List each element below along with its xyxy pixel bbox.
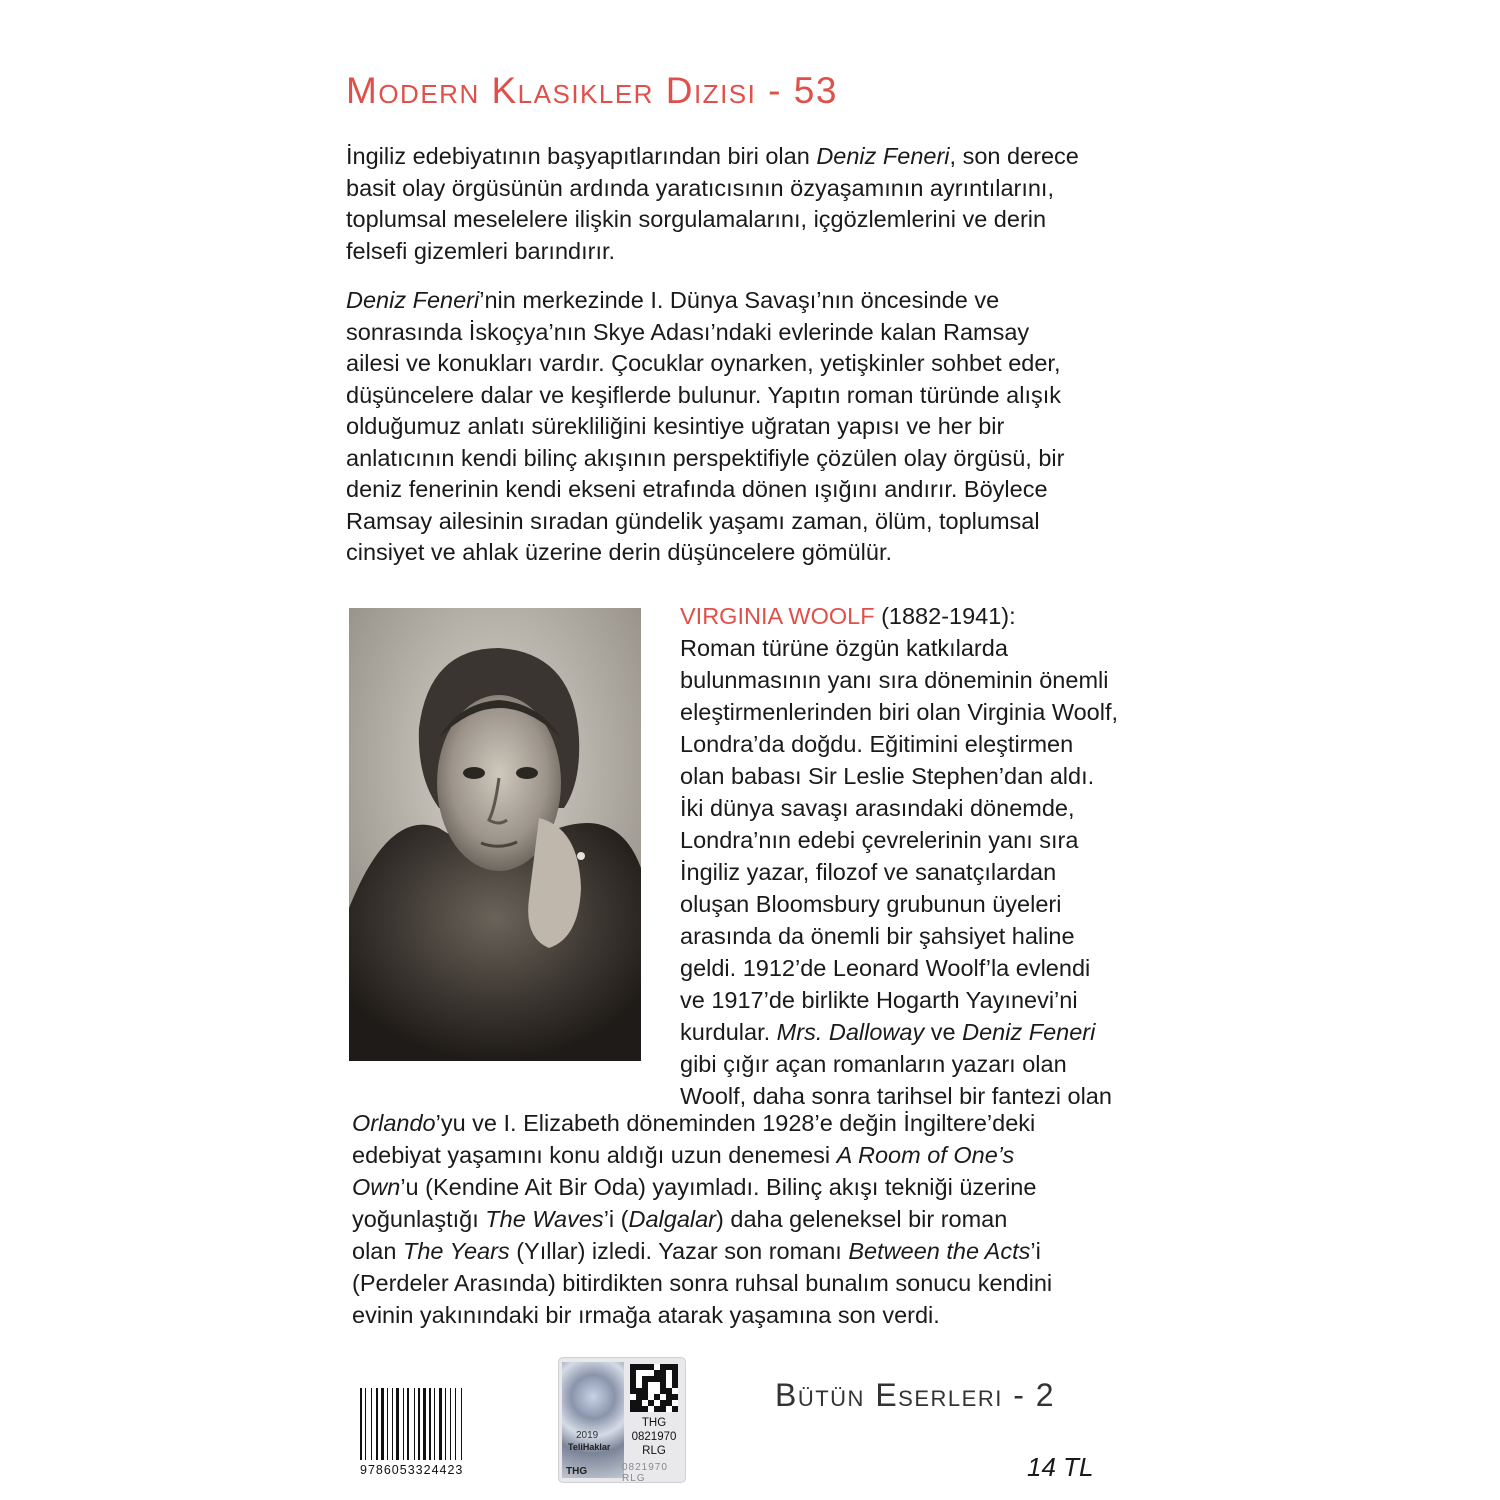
author-biography <box>680 600 1200 1112</box>
text-line: basit olay örgüsünün ardında yaratıcısının özyaşamının ayrıntılarını, <box>346 174 1054 201</box>
barcode-bar <box>394 1388 395 1460</box>
barcode-bar <box>432 1388 433 1460</box>
text-line: anlatıcının kendi bilinç akışının perspektifiyle çözülen olay örgüsü, bir <box>346 444 1065 471</box>
barcode-bar <box>367 1388 370 1460</box>
text-line: cinsiyet ve ahlak üzerine derin düşüncelere gömülür. <box>346 539 893 565</box>
text-line <box>680 600 1200 632</box>
text-line: Orlando’yu ve I. Elizabeth döneminden 1928’e değin İngiltere’deki <box>352 1110 1036 1136</box>
barcode-bar <box>396 1388 399 1460</box>
sticker-bottom-code: 0821970 RLG <box>622 1462 668 1483</box>
text-line: İngiliz edebiyatının başyapıtlarından biri olan Deniz Feneri, son derece <box>346 143 1079 169</box>
text-line: kurdular. Mrs. Dalloway ve Deniz Feneri <box>680 1019 1096 1045</box>
text-line: geldi. 1912’de Leonard Woolf’la evlendi <box>680 955 1091 981</box>
barcode-bars <box>360 1388 508 1460</box>
text-line: Woolf, daha sonra tarihsel bir fantezi olan <box>680 1083 1112 1109</box>
intro-paragraph-1 <box>346 141 1176 267</box>
text-line: Ramsay ailesinin sıradan gündelik yaşamı zaman, ölüm, toplumsal <box>346 507 1040 534</box>
barcode-bar <box>373 1388 375 1460</box>
text-line: Own’u (Kendine Ait Bir Oda) yayımladı. Bilinç akışı tekniği üzerine <box>352 1174 1037 1200</box>
series-title: Modern Klasikler Dizisi - 53 <box>346 70 838 111</box>
barcode-bar <box>407 1388 409 1460</box>
barcode-bar <box>363 1388 364 1460</box>
text-line: oluşan Bloomsbury grubunun üyeleri <box>680 891 1062 917</box>
barcode-bar <box>452 1388 454 1460</box>
barcode-bar <box>371 1388 372 1460</box>
text-line: sonrasında İskoçya’nın Skye Adası’ndaki evlerinde kalan Ramsay <box>346 318 1030 345</box>
barcode-bar <box>427 1388 428 1460</box>
text-line: düşüncelere dalar ve keşiflerde bulunur. Yapıtın roman türünde alışık <box>346 381 1062 408</box>
author-years: (1882-1941): <box>874 603 1016 629</box>
text-line: ailesi ve konukları vardır. Çocuklar oynarken, yetişkinler sohbet eder, <box>346 350 1061 376</box>
text-line: olduğumuz anlatı sürekliliğini kesintiye uğratan yapısı ve her bir <box>346 413 1005 439</box>
barcode-bar <box>360 1388 362 1460</box>
author-name: VIRGINIA WOOLF <box>680 603 875 629</box>
text-line: felsefi gizemleri barındırır. <box>346 237 616 264</box>
text-line: toplumsal meselelere ilişkin sorgulamalarını, içgözlemlerini ve derin <box>346 206 1047 232</box>
text-line: ve 1917’de birlikte Hogarth Yayınevi’ni <box>680 987 1078 1013</box>
barcode-bar <box>385 1388 386 1460</box>
barcode-bar <box>461 1388 462 1460</box>
barcode-bar <box>379 1388 380 1460</box>
barcode-bar <box>389 1388 391 1460</box>
barcode-bar <box>414 1388 415 1460</box>
text-line: olan The Years (Yıllar) izledi. Yazar son romanı Between the Acts’i <box>352 1238 1041 1264</box>
barcode-bar <box>447 1388 449 1460</box>
barcode-bar <box>439 1388 442 1460</box>
sticker-brand: TeliHaklar <box>568 1442 611 1452</box>
text-line: edebiyat yaşamını konu aldığı uzun denemesi A Room of One’s <box>352 1142 1015 1168</box>
barcode-bar <box>443 1388 444 1460</box>
barcode-bar <box>463 1388 464 1460</box>
barcode-bar <box>450 1388 451 1460</box>
text-line: İki dünya savaşı arasındaki dönemde, <box>680 795 1075 821</box>
barcode-bar <box>434 1388 435 1460</box>
text-line: İngiliz yazar, filozof ve sanatçılardan <box>680 859 1057 885</box>
hologram-icon <box>562 1362 624 1478</box>
barcode-bar <box>457 1388 460 1460</box>
sticker-bottom-left: THG <box>566 1466 588 1477</box>
barcode-bar <box>416 1388 417 1460</box>
author-portrait-illustration <box>349 608 641 1061</box>
text-line: (Perdeler Arasında) bitirdikten sonra ruhsal bunalım sonucu kendini <box>352 1270 1053 1296</box>
text-line: deniz fenerinin kendi ekseni etrafında dönen ışığını andırır. Böylece <box>346 476 1048 502</box>
barcode-bar <box>365 1388 366 1460</box>
text-line: yoğunlaştığı The Waves’i (Dalgalar) daha geleneksel bir roman <box>352 1206 1008 1232</box>
barcode-bar <box>400 1388 402 1460</box>
barcode-bar <box>436 1388 438 1460</box>
isbn-number: 9786053324423 <box>360 1463 464 1477</box>
barcode-bar <box>403 1388 404 1460</box>
author-biography-continued <box>352 1107 1182 1331</box>
qr-code-icon <box>630 1364 678 1412</box>
collection-label: Bütün Eserleri - 2 <box>775 1377 1056 1413</box>
text-line: Roman türüne özgün katkılarda <box>680 635 1008 661</box>
text-line: gibi çığır açan romanların yazarı olan <box>680 1051 1067 1077</box>
barcode-bar <box>429 1388 431 1460</box>
text-line: Londra’da doğdu. Eğitimini eleştirmen <box>680 731 1074 757</box>
intro-paragraph-2 <box>346 285 1176 569</box>
barcode-bar <box>410 1388 413 1460</box>
text-line: eleştirmenlerinden biri olan Virginia Woolf, <box>680 699 1119 725</box>
price-label: 14 TL <box>1027 1452 1094 1482</box>
barcode-bar <box>376 1388 378 1460</box>
copyright-hologram-sticker <box>558 1357 686 1483</box>
barcode-bar <box>418 1388 420 1460</box>
barcode-bar <box>455 1388 456 1460</box>
isbn-barcode <box>360 1388 508 1480</box>
text-line: evinin yakınındaki bir ırmağa atarak yaşamına son verdi. <box>352 1302 940 1328</box>
barcode-bar <box>392 1388 393 1460</box>
text-line: arasında da önemli bir şahsiyet haline <box>680 923 1075 949</box>
sticker-code: THG 0821970 RLG <box>631 1417 677 1457</box>
author-portrait <box>349 608 641 1061</box>
barcode-bar <box>445 1388 446 1460</box>
barcode-bar <box>381 1388 384 1460</box>
sticker-year: 2019 <box>576 1430 599 1441</box>
qr-cell <box>672 1406 678 1412</box>
barcode-bar <box>421 1388 422 1460</box>
text-line: Londra’nın edebi çevrelerinin yanı sıra <box>680 827 1079 853</box>
barcode-bar <box>405 1388 406 1460</box>
barcode-bar <box>423 1388 426 1460</box>
text-line: olan babası Sir Leslie Stephen’dan aldı. <box>680 763 1095 789</box>
barcode-bar <box>387 1388 388 1460</box>
text-line: bulunmasının yanı sıra döneminin önemli <box>680 667 1109 693</box>
text-line: Deniz Feneri’nin merkezinde I. Dünya Savaşı’nın öncesinde ve <box>346 287 1000 313</box>
